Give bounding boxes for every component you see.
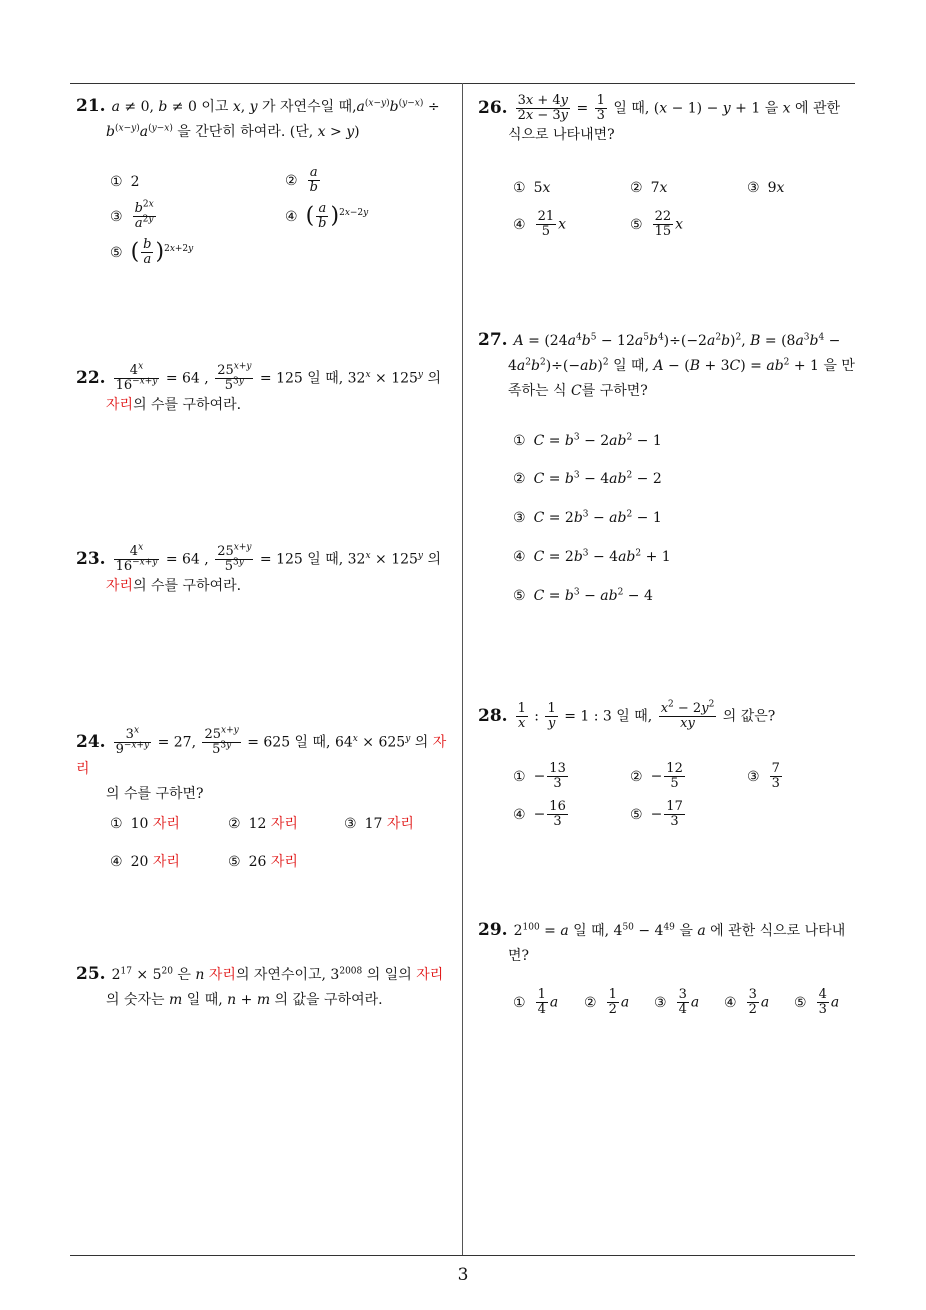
option-24-4[interactable]: ④ 20 자리 [110, 854, 180, 870]
problem-25: 25. $2^{17} \times 5^{20}$ 은 n 자리의 자연수이고, $3^{2008}$ 의 일의 자리 의 숫자는 m 일 때, n + m 의 값을 구하여라. [76, 964, 444, 1008]
option-27-1[interactable]: ① $C = b^3 - 2ab^2 - 1$ [513, 432, 662, 449]
option-24-1[interactable]: ① 10 자리 [110, 816, 180, 832]
problem-27: 27. $A = (24a^4b^5 - 12a^5b^4)\div(-2a^2b)^2$, $B = (8a^3b^4$ − $4a^2b^2)\div(-ab)^2$ 일 때, $A - (B + 3C) = ab^2 + 1$ 을 만 족하는 식 C를 구하면? [478, 330, 855, 399]
option-26-3[interactable]: ③ 9x [747, 180, 785, 196]
problem-number: 27. [478, 330, 508, 350]
option-26-1[interactable]: ① 5x [513, 180, 551, 196]
problem-28: 28. $\frac{1}{x}$ : $\frac{1}{y}$ = 1 : 3 일 때, $\frac{x^2 - 2y^2}{xy}$ 의 값은? [478, 699, 776, 731]
option-21-5[interactable]: ⑤ ( $\frac{b}{a}$ )$^{2x+2y}$ [110, 237, 194, 267]
option-26-4[interactable]: ④ $\frac{21}{5}$ x [513, 209, 567, 239]
option-29-5[interactable]: ⑤ $\frac{4}{3}$ a [794, 987, 840, 1017]
option-24-3[interactable]: ③ 17 자리 [344, 816, 414, 832]
problem-number: 29. [478, 920, 508, 940]
option-29-4[interactable]: ④ $\frac{3}{2}$ a [724, 987, 770, 1017]
option-28-1[interactable]: ① − $\frac{13}{3}$ [513, 761, 566, 791]
problem-number: 23. [76, 548, 106, 569]
option-26-2[interactable]: ② 7x [630, 180, 668, 196]
problem-number: 24. [76, 731, 106, 752]
option-28-3[interactable]: ③ $\frac{7}{3}$ [747, 761, 780, 791]
option-28-5[interactable]: ⑤ − $\frac{17}{3}$ [630, 799, 683, 829]
option-27-3[interactable]: ③ $C = 2b^3 - ab^2 - 1$ [513, 509, 662, 526]
option-21-1[interactable]: ① 2 [110, 174, 140, 190]
option-28-2[interactable]: ② − $\frac{12}{5}$ [630, 761, 683, 791]
option-21-3[interactable]: ③ $\frac{b^{2x}}{a^{2y}}$ [110, 199, 154, 231]
problem-24: 24. $\frac{3^x}{9^{-x+y}}$ = 27, $\frac{25^{x+y}}{5^{3y}}$ = 625 일 때, $64^x \times 625^y$ 의 자리 의 수를 구하면? [76, 725, 447, 802]
problem-29: 29. $2^{100} = a$ 일 때, $4^{50} - 4^{49}$ 을 a 에 관한 식으로 나타내 면? [478, 920, 846, 964]
page-number: 3 [457, 1265, 469, 1285]
problem-21: 21. a ≠ 0, b ≠ 0 이고 x, y 가 자연수일 때$,a^{(x-y)}b^{(y-x)}$ ÷ $b^{(x-y)}a^{(y-x)}$ 을 간단히 하여라. (단, x > y) [76, 96, 440, 140]
problem-26: 26. $\frac{3x + 4y}{2x - 3y}$ = $\frac{1}{3}$ 일 때, (x − 1) − y + 1 을 x 에 관한 식으로 나타내면? [478, 93, 841, 143]
option-29-1[interactable]: ① $\frac{1}{4}$ a [513, 987, 559, 1017]
option-29-2[interactable]: ② $\frac{1}{2}$ a [584, 987, 630, 1017]
problem-number: 22. [76, 367, 106, 388]
problem-23: 23. $\frac{4^x}{16^{-x+y}}$ = 64 , $\frac{25^{x+y}}{5^{3y}}$ = 125 일 때, $32^x \times 125^y$ 의 자리의 수를 구하여라. [76, 542, 441, 594]
problem-number: 28. [478, 705, 508, 726]
option-24-5[interactable]: ⑤ 26 자리 [228, 854, 298, 870]
option-21-4[interactable]: ④ ( $\frac{a}{b}$ )$^{2x-2y}$ [285, 201, 369, 231]
option-21-2[interactable]: ② $\frac{a}{b}$ [285, 165, 318, 195]
option-28-4[interactable]: ④ − $\frac{16}{3}$ [513, 799, 566, 829]
option-27-4[interactable]: ④ $C = 2b^3 - 4ab^2 + 1$ [513, 548, 671, 565]
option-29-3[interactable]: ③ $\frac{3}{4}$ a [654, 987, 700, 1017]
option-24-2[interactable]: ② 12 자리 [228, 816, 298, 832]
problem-22: 22. $\frac{4^x}{16^{-x+y}}$ = 64 , $\frac{25^{x+y}}{5^{3y}}$ = 125 일 때, $32^x \times 125^y$ 의 자리의 수를 구하여라. [76, 361, 441, 413]
column-divider [462, 83, 463, 1255]
problem-number: 25. [76, 964, 106, 984]
option-27-5[interactable]: ⑤ $C = b^3 - ab^2 - 4$ [513, 587, 653, 604]
problem-number: 21. [76, 96, 106, 116]
option-27-2[interactable]: ② $C = b^3 - 4ab^2 - 2$ [513, 470, 662, 487]
bottom-rule [70, 1255, 855, 1256]
problem-number: 26. [478, 97, 508, 118]
option-26-5[interactable]: ⑤ $\frac{22}{15}$ x [630, 209, 684, 239]
